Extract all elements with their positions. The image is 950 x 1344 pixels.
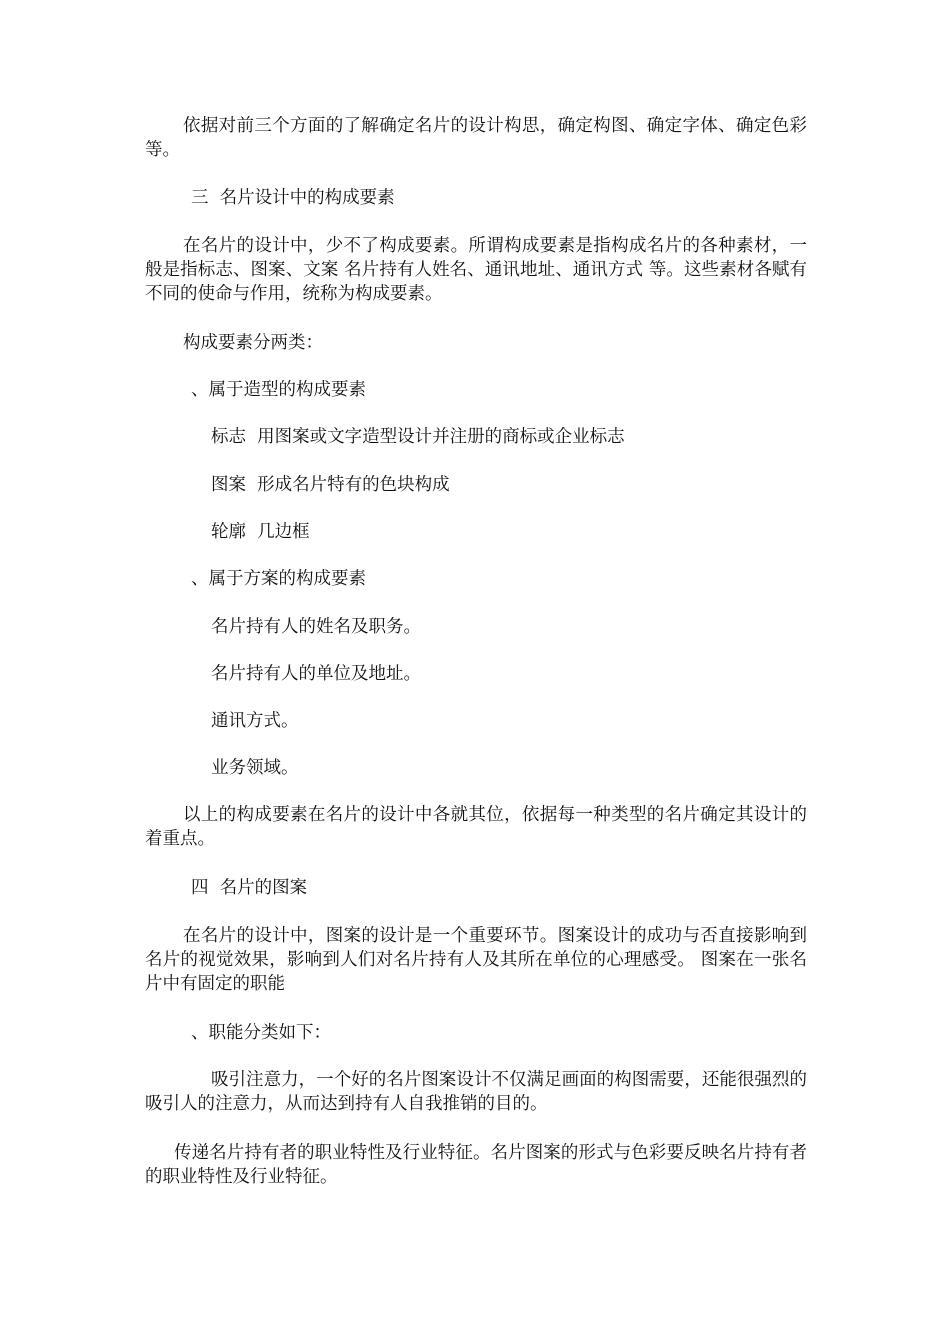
list-item-outline: 轮廓 几边框 [211,522,310,542]
list-item-logo: 标志 用图案或文字造型设计并注册的商标或企业标志 [211,427,625,447]
paragraph-convey-profession: 传递名片持有者的职业特性及行业特征。名片图案的形式与色彩要反映名片持有者的职业特性及行业特征。 [145,1143,807,1187]
paragraph-pattern-design: 在名片的设计中，图案的设计是一个重要环节。图案设计的成功与否直接影响到名片的视觉效果，影响到人们对名片持有人及其所在单位的心理感受。 图案在一张名片中有固定的职能 [145,926,807,994]
paragraph-elements-position: 以上的构成要素在名片的设计中各就其位，依据每一种类型的名片确定其设计的着重点。 [145,805,807,849]
list-item-holder-name: 名片持有人的姓名及职务。 [211,617,421,637]
paragraph-attract-attention: 吸引注意力，一个好的名片图案设计不仅满足画面的构图需要，还能很强烈的吸引人的注意力，从而达到持有人自我推销的目的。 [145,1070,807,1114]
list-item-business: 业务领域。 [211,758,299,778]
sub-heading-function-types: 、职能分类如下： [191,1023,331,1043]
paragraph-composition-elements: 在名片的设计中，少不了构成要素。所谓构成要素是指构成名片的各种素材，一般是指标志、图案、文案 名片持有人姓名、通讯地址、通讯方式 等。这些素材各赋有不同的使命与作用，统称为构成要素。 [145,236,807,304]
list-item-pattern: 图案 形成名片特有的色块构成 [211,475,450,495]
sub-heading-copy-elements: 、属于方案的构成要素 [191,569,366,589]
section-heading-4: 四 名片的图案 [191,878,308,898]
paragraph-design-concept: 依据对前三个方面的了解确定名片的设计构思，确定构图、确定字体、确定色彩等。 [145,116,807,160]
list-item-contact: 通讯方式。 [211,711,299,731]
section-heading-3: 三 名片设计中的构成要素 [191,188,395,208]
sub-heading-shape-elements: 、属于造型的构成要素 [191,380,366,400]
list-item-holder-unit: 名片持有人的单位及地址。 [211,664,421,684]
paragraph-two-types: 构成要素分两类： [183,333,323,353]
